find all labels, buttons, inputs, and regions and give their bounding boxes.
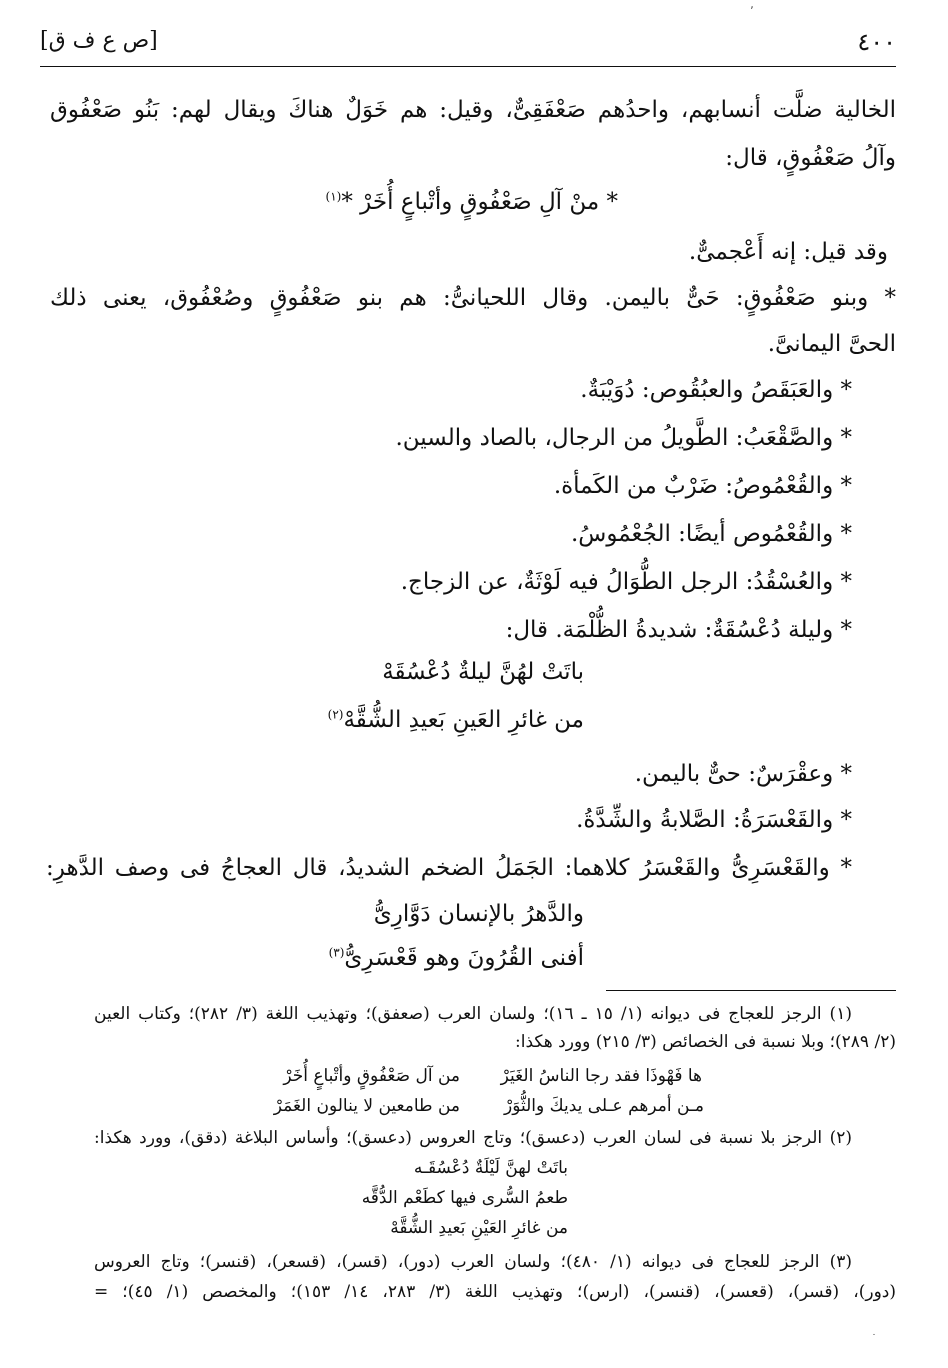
footnote-2-verse-1: باتَتْ لهنَّ لَيْلَةٌ دُعْسُقَـه (413, 1158, 568, 1178)
footnote-1-line-1: (١) الرجز للعجاج فى ديوانه (١/ ١٥ ـ ١٦)؛ ولسان العرب (صعفق)؛ وتهذيب اللغة (٣/ ٢٨٢)؛ وكتاب العين (94, 1004, 852, 1024)
entry-5: * والعُسْقُدُ: الرجل الطُّوَالُ فيه لَوْثَةٌ، عن الزجاج. (400, 569, 852, 595)
verse-2b (328, 706, 584, 735)
footnote-2-verse-2: طعمُ السُّرى فيها كطَعْم الدُّقَّه (361, 1188, 568, 1208)
entry-1: * والعَبَقَصُ والعبُقُوص: دُوَيْبَةٌ. (580, 377, 852, 403)
body-line-3: وقد قيل: إنه أَعْجمىٌّ. (688, 239, 888, 265)
entry-4: * والقُعْمُوص أيضًا: الجُعْمُوسُ. (570, 521, 852, 547)
entry-3: * والقُعْمُوصُ: ضَرْبٌ من الكَمأة. (553, 473, 852, 499)
footnote-1-verse-2-right: مـن أمرهم عـلى يديكَ والثُّوَرْ (504, 1096, 704, 1116)
header-rule (40, 66, 896, 67)
entry-7: * وعقْرَسٌ: حىٌّ باليمن. (634, 761, 852, 787)
footnote-rule (606, 990, 896, 991)
verse-3b (329, 944, 584, 973)
section-header: [ص ع ف ق] (40, 28, 158, 53)
footnote-3-line-2: (دور)، (قسر)، (قعسر)، (قنسر)، (ارس)؛ وتهذيب اللغة (٣/ ٢٨٣، ١٤/ ١٥٣)؛ والمخصص (١/ ٤٥)؛ = (94, 1282, 896, 1302)
body-line-5: الحىَّ اليمانىَّ. (767, 331, 896, 357)
footnote-2-verse-3: من غائرِ العَيْنِ بَعيدِ الشُّقَّهْ (390, 1218, 568, 1238)
entry-6: * وليلة دُعْسُقَةٌ: شديدةُ الظُّلْمَة. قال: (505, 617, 852, 643)
verse-3a: والدَّهرُ بالإنسان دَوَّارِىُّ (373, 901, 584, 927)
footnote-1-verse-1-right: ها فَهْوذَا فقد رجا الناسُ الغَيَرْ (500, 1066, 702, 1086)
footnote-2-line-1: (٢) الرجز بلا نسبة فى لسان العرب (دعسق)؛ وتاج العروس (دعسق)؛ وأساس البلاغة (دقق)، وورد هكذا: (94, 1128, 852, 1148)
verse-1 (326, 188, 618, 217)
body-line-1: الخالية ضلَّت أنسابهم، واحدُهم صَعْفَقِىٌّ، وقيل: هم خَوَلٌ هناكَ ويقال لهم: بَنُو صَعْفُوق (50, 97, 896, 123)
scan-speck: ٬ (750, 4, 754, 18)
entry-8: * والقَعْسَرَةُ: الصَّلابةُ والشِّدَّةُ. (576, 807, 852, 833)
footnote-1-verse-2-left: من طامعين لا ينالون الغَمَرْ (273, 1096, 460, 1116)
entry-2: * والصَّقْعَبُ: الطَّويلُ من الرجال، بالصاد والسين. (395, 425, 852, 451)
footnote-1-verse-1-left: من آل صَعْفُوقٍ وأتْباعٍ أُخَرْ (283, 1066, 460, 1086)
footnote-3-line-1: (٣) الرجز للعجاج فى ديوانه (١/ ٤٨٠)؛ ولسان العرب (دور)، (قسر)، (قسعر)، (قنسر)؛ وتاج العروس (94, 1252, 852, 1272)
verse-2a: باتَتْ لهُنَّ ليلةٌ دُعْسُقَهْ (382, 659, 584, 685)
entry-9: * والقَعْسَرِىُّ والقَعْسَرُ كلاهما: الجَمَلُ الضخم الشديدُ، قال العجاجُ فى وصف الدَّهرِ: (46, 855, 852, 881)
footnote-ref-1: (١) (325, 189, 342, 204)
footnote-ref-3: (٣) (328, 945, 345, 960)
footnote-ref-2: (٢) (327, 707, 344, 722)
body-line-4: * وبنو صَعْفُوقٍ: حَىٌّ باليمن. وقال اللحيانىُّ: هم بنو صَعْفُوقٍ وصُعْفُوق، يعنى ذلك (50, 285, 896, 311)
footnote-1-line-2: (٢/ ٢٨٩)؛ وبلا نسبة فى الخصائص (٣/ ٢١٥) وورد هكذا: (515, 1032, 896, 1052)
body-line-2: وآلُ صَعْفُوقٍ، قال: (725, 145, 896, 171)
verse-1-text: * منْ آلِ صَعْفُوقٍ وأتْباعٍ أُخَرْ * (341, 189, 618, 215)
verse-3b-text: أفنى القُرُونَ وهو قَعْسَرِىُّ (344, 945, 584, 971)
verse-2b-text: من غائرِ العَينِ بَعيدِ الشُّقَّهْ (343, 707, 584, 733)
page-number: ٤٠٠ (857, 28, 896, 56)
